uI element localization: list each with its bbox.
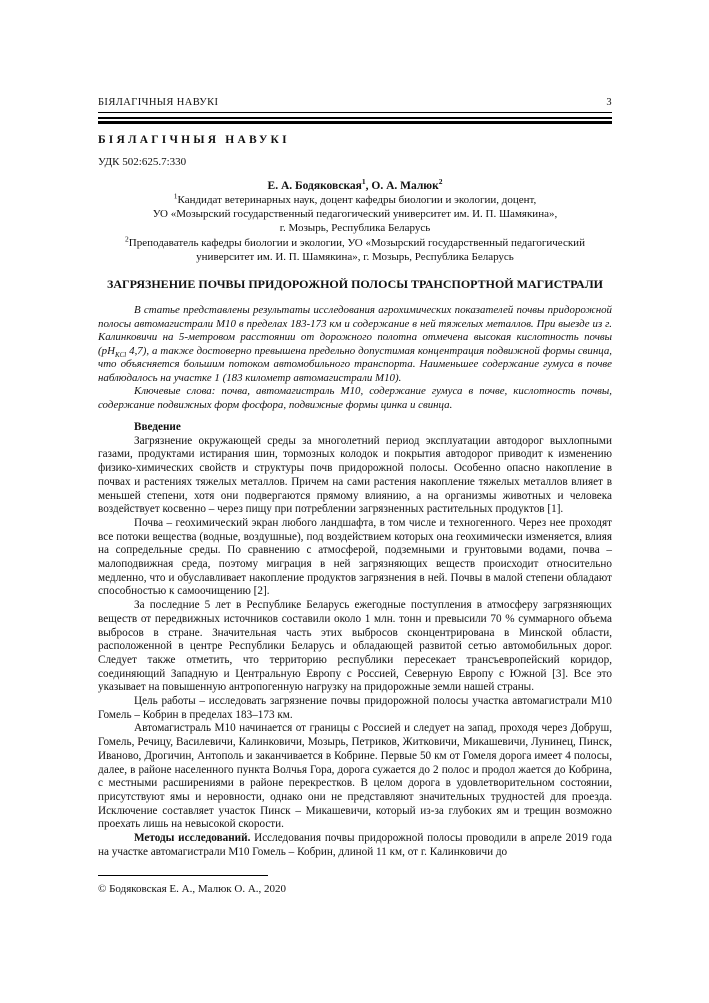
- footnote-rule: [98, 875, 268, 876]
- authors-line: [98, 177, 612, 192]
- author-1-superscript: 1: [361, 177, 366, 187]
- keywords-label: Ключевые слова:: [134, 385, 216, 398]
- header-double-rule: [98, 117, 612, 124]
- introduction-heading: Введение: [134, 421, 181, 434]
- affiliation-line: университет им. И. П. Шамякина», г. Мозырь, Республика Беларусь: [196, 250, 514, 263]
- author-2-superscript: 2: [438, 177, 443, 187]
- author-2: О. А. Малюк: [371, 180, 439, 192]
- affiliation-line: УО «Мозырский государственный педагогический университет им. И. П. Шамякина»,: [152, 208, 558, 221]
- ph-kcl-subscript: KCl: [114, 350, 127, 359]
- paragraph-highway: Автомагистраль М10 начинается от границы с Россией и следует на запад, проходя через Добруш, Гомель, Речицу, Василевичи, Калинковичи, Мозырь, Петриков, Житковичи, Микашевичи, Лунинец, Пинск, Иваново, Дрогичин, Антополь и заканчивается в Кобрине. Первые 50 км от Гомеля дорога имеет 4 полосы, далее, в районе населенного пункта Волчья Гора, дорога сужается до 2 полос и продол жается до Кобрина, с местными расширениями в районе перекрестков. В целом дорога в удовлетворительном состоянии, присутствуют ямы и неровности, однако они не представляют значительных трудностей для проезда. Исключение составляет участок Пинск – Микашевичи, который из-за глубоких ям и трещин возможно проехать лишь на невысокой скорости.: [98, 722, 612, 831]
- udc-code: УДК 502:625.7:330: [98, 156, 187, 168]
- section-heading: БІЯЛАГІЧНЫЯ НАВУКІ: [98, 134, 290, 146]
- paragraph-goal: Цель работы – исследовать загрязнение почвы придорожной полосы участка автомагистрали М10 Гомель – Кобрин в пределах 183–173 км.: [98, 695, 612, 721]
- authors-separator: ,: [365, 180, 372, 192]
- running-head: БІЯЛАГІЧНЫЯ НАВУКІ: [98, 97, 219, 108]
- author-1: Е. А. Бодяковская: [267, 180, 362, 192]
- affiliation-line: $^1$Кандидат ветеринарных наук, доцент кафедры биологии и экологии, доцент,: [173, 191, 537, 206]
- affiliations: [98, 193, 612, 264]
- keywords-text: почва, автомагистраль М10, содержание гумуса в почве, кислотность почвы, содержание подвижных форм фосфора, подвижные формы цинка и свинца.: [98, 385, 613, 411]
- methods-text: Исследования почвы придорожной полосы проводили в апреле 2019 года на участке автомагистрали М10 Гомель – Кобрин, длиной 11 км, от г. Калинковичи до: [98, 832, 612, 858]
- running-head-row: [98, 97, 612, 113]
- paragraph-methods: [98, 832, 612, 859]
- header-rule-bottom: [98, 121, 612, 124]
- keywords: [98, 385, 612, 412]
- affiliation-2-superscript: 2: [125, 233, 129, 243]
- abstract: В статье представлены результаты исследования агрохимических показателей почвы придорожной полосы автомагистрали М10 в пределах 183-173 км и содержание в ней тяжелых металлов. При выезде из г. Калинковичи на 5-метровом расстоянии от дорожного полотна отмечена высокая кислотность почвы ($рН_{KCl}$ 4,7), а также достоверно превышена предельно допустимая концентрация подвижной формы свинца, что объясняется большим потоком автомобильного транспорта. Наименьшее содержание гумуса в почве наблюдалось на участке 1 (183 километр автомагистрали М10).: [98, 304, 612, 384]
- affiliation-1-superscript: 1: [173, 191, 178, 201]
- affiliation-line: $^2$Преподаватель кафедры биологии и экологии, УО «Мозырский государственный педагогический: [125, 233, 585, 249]
- methods-heading: Методы исследований.: [134, 832, 251, 845]
- paragraph-1: Загрязнение окружающей среды за многолетний период эксплуатации автодорог выхлопными газами, продуктами истирания шин, тормозных колодок и покрытия автодорог приводит к изменению физико-химических свойств и структуры почв придорожной полосы. Особенно опасно накопление в почвах и растениях тяжелых металлов. Причем на сами растения накопление тяжелых металлов влияет в меньшей степени, хотя они подвергаются прямому влиянию, а на организмы животных и человека воздействует косвенно – через пищу при потреблении загрязненных растительных продуктов [1].: [98, 434, 612, 516]
- copyright-line: © Бодяковская Е. А., Малюк О. А., 2020: [98, 882, 287, 895]
- paragraph-2: Почва – геохимический экран любого ландшафта, в том числе и техногенного. Через нее проходят все потоки вещества (водные, воздушные), под воздействием которых она геохимически изменяется, влияя на сопредельные среды. По сравнению с атмосферой, подземными и грунтовыми водами, почва – малоподвижная среда, поэтому миграция в ней загрязняющих веществ происходит относительно медленно, что и обуславливает накопление продуктов загрязнения в ней. Почвы в малой степени обладают способностью к самоочищению [2].: [98, 516, 612, 598]
- page-content: [98, 97, 612, 895]
- affiliation-line: г. Мозырь, Республика Беларусь: [279, 222, 431, 235]
- paragraph-3: За последние 5 лет в Республике Беларусь ежегодные поступления в атмосферу загрязняющих веществ от передвижных источников составили около 1 млн. тонн и превысили 70 % суммарного объема выбросов в стране. Значительная часть этих выбросов сконцентрирована в Минской области, расположенной в центре Республики Беларусь и обладающей развитой сетью автомобильных дорог. Следует также отметить, что территорию республики пересекает трансъевропейский коридор, соединяющий Западную и Центральную Европу с Россией, Северную Европу с Южной [3]. Все это указывает на повышенную антропогенную нагрузку на придорожные земли нашей страны.: [98, 599, 612, 694]
- article-title: ЗАГРЯЗНЕНИЕ ПОЧВЫ ПРИДОРОЖНОЙ ПОЛОСЫ ТРАНСПОРТНОЙ МАГИСТРАЛИ: [106, 277, 603, 292]
- page-number: 3: [606, 97, 612, 108]
